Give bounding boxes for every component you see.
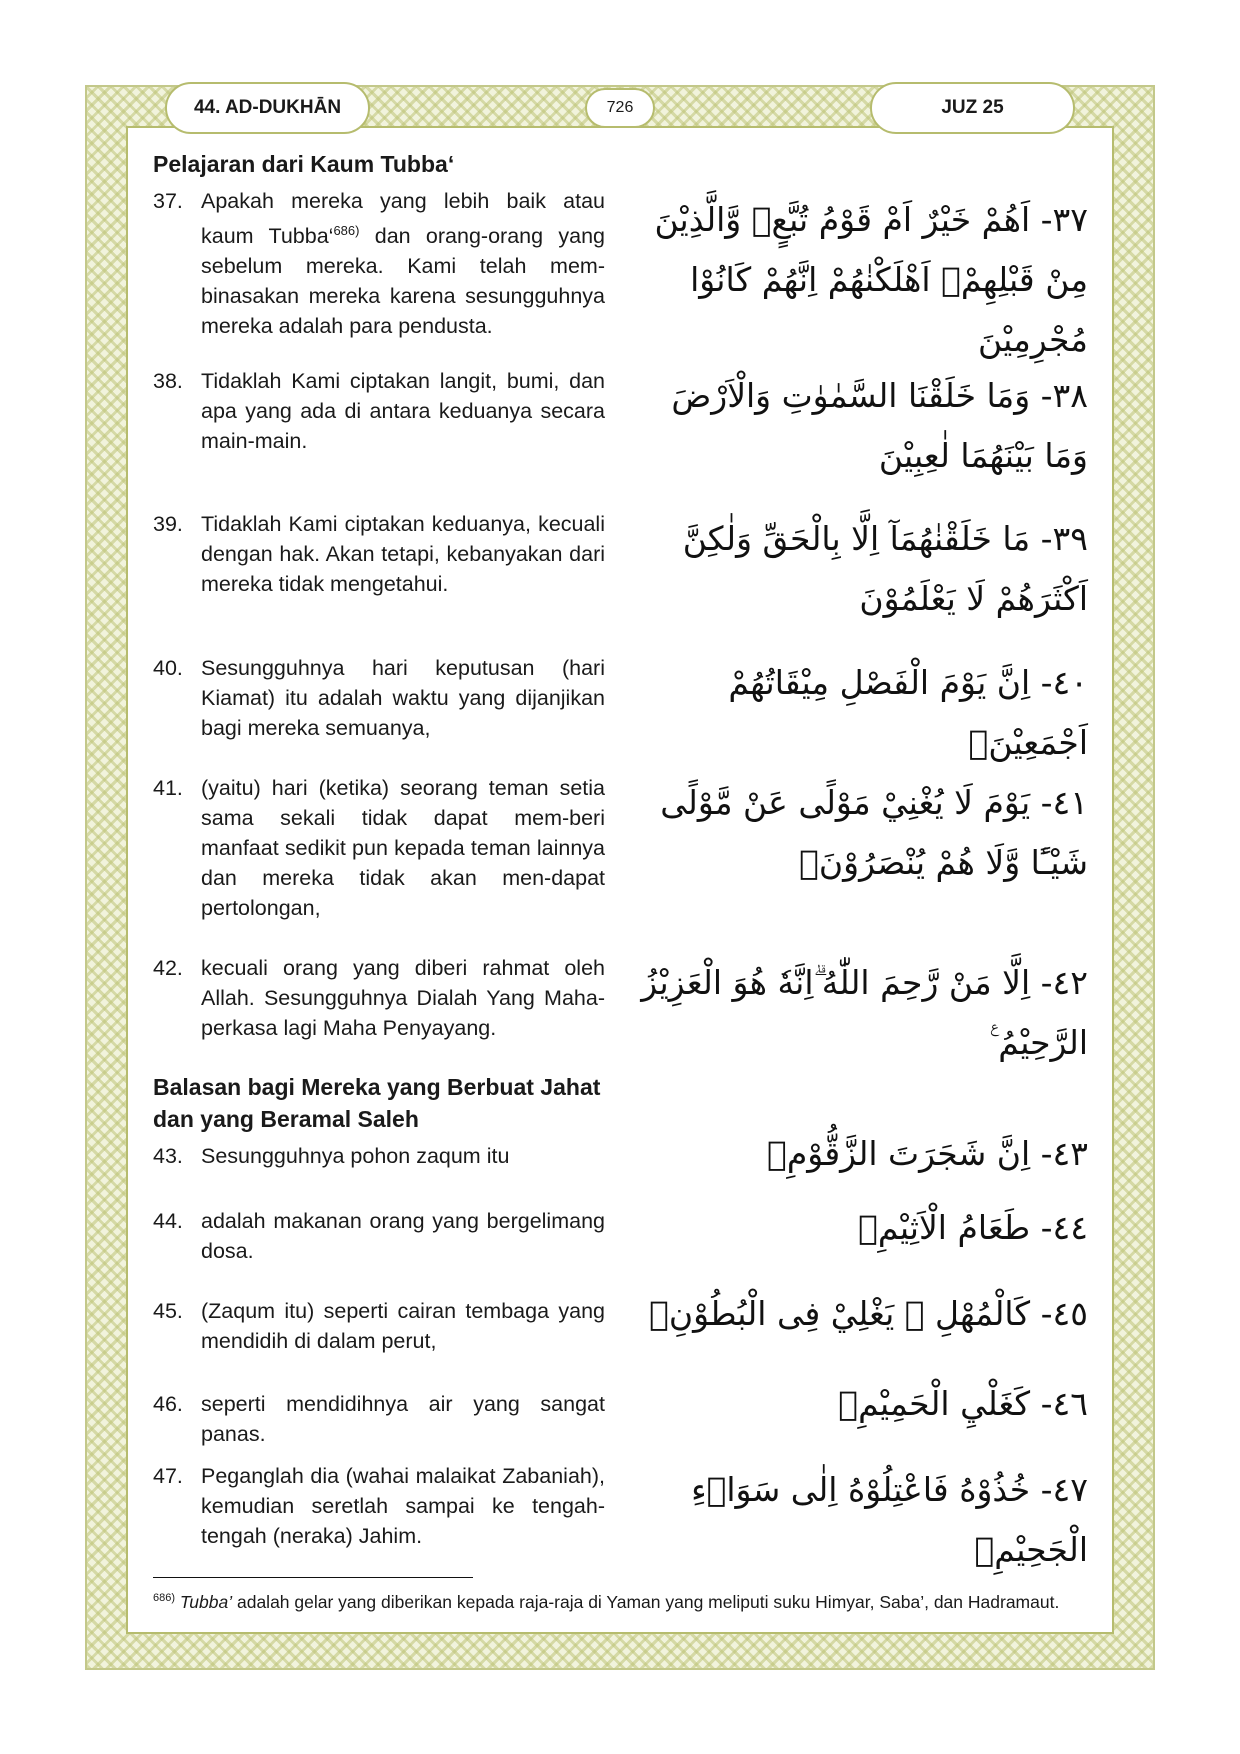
verse-number: 47. xyxy=(153,1464,183,1488)
verse-number: 43. xyxy=(153,1144,183,1168)
verse-translation: (Zaqum itu) seperti cairan tembaga yang mendidih di dalam perut, xyxy=(201,1299,605,1353)
footnote-ref: 686) xyxy=(333,223,360,238)
arabic-verse: ٤٢- اِلَّا مَنْ رَّحِمَ اللّٰهُ ۗاِنَّهٗ هُوَ الْعَزِيْزُ الرَّحِيْمُ ࣖ xyxy=(641,963,1088,1062)
arabic-verse: ٤٤- طَعَامُ الْاَثِيْمِۛ xyxy=(858,1208,1088,1247)
verse-translation: (yaitu) hari (ketika) seorang teman setia sama sekali tidak dapat mem-beri manfaat sedikit pun kepada teman lainnya dan mereka tidak akan men-dapat pertolongan, xyxy=(201,776,605,920)
arabic-verse: ٤٦- كَغَلْيِ الْحَمِيْمِۗ xyxy=(838,1384,1088,1423)
section-heading: Pelajaran dari Kaum Tubba‘ xyxy=(153,151,455,177)
page-number: 726 xyxy=(585,88,655,128)
verse-translation: Tidaklah Kami ciptakan langit, bumi, dan apa yang ada di antara keduanya secara main-main. xyxy=(201,369,605,453)
verse-translation: Apakah mereka yang lebih baik atau kaum Tubba‘$^{686)}$ dan orang-orang yang sebelum mereka. Kami telah mem-binasakan mereka karena sesungguhnya mereka adalah para pendusta. xyxy=(201,189,605,339)
verse-number: 38. xyxy=(153,369,183,393)
verse-translation: seperti mendidihnya air yang sangat panas. xyxy=(201,1392,605,1446)
verse-number: 37. xyxy=(153,189,183,213)
verse-number: 42. xyxy=(153,956,183,980)
arabic-verse: ٤٧- خُذُوْهُ فَاعْتِلُوْهُ اِلٰى سَوَاۤءِ الْجَحِيْمِۙ xyxy=(691,1470,1088,1569)
arabic-verse: ٣٩- مَا خَلَقْنٰهُمَآ اِلَّا بِالْحَقِّ وَلٰكِنَّ اَكْثَرَهُمْ لَا يَعْلَمُوْنَ xyxy=(682,519,1088,618)
verse-number: 41. xyxy=(153,776,183,800)
arabic-verse: ٤٣- اِنَّ شَجَرَتَ الزَّقُّوْمِۙ xyxy=(767,1134,1088,1173)
verse-translation: Peganglah dia (wahai malaikat Zabaniah), kemudian seretlah sampai ke tengah-tengah (neraka) Jahim. xyxy=(201,1464,605,1548)
arabic-verse: ٤٥- كَالْمُهْلِ ۛ يَغْلِيْ فِى الْبُطُوْنِۙ xyxy=(649,1294,1088,1333)
verse-translation: Tidaklah Kami ciptakan keduanya, kecuali dengan hak. Akan tetapi, kebanyakan dari mereka tidak mengetahui. xyxy=(201,512,605,596)
footnote: $^{686)}$ Tubba’ adalah gelar yang diberikan kepada raja-raja di Yaman yang meliputi suku Himyar, Saba’, dan Hadramaut. xyxy=(153,1591,1060,1612)
verse-number: 46. xyxy=(153,1392,183,1416)
verse-number: 44. xyxy=(153,1209,183,1233)
verse-translation: Sesungguhnya hari keputusan (hari Kiamat) itu adalah waktu yang dijanjikan bagi mereka semuanya, xyxy=(201,656,605,740)
verse-number: 39. xyxy=(153,512,183,536)
verse-number: 45. xyxy=(153,1299,183,1323)
arabic-verse: ٣٨- وَمَا خَلَقْنَا السَّمٰوٰتِ وَالْاَرْضَ وَمَا بَيْنَهُمَا لٰعِبِيْنَ xyxy=(671,376,1088,475)
verse-translation: kecuali orang yang diberi rahmat oleh Allah. Sesungguhnya Dialah Yang Maha-perkasa lagi Maha Penyayang. xyxy=(201,956,605,1040)
juz-label: JUZ 25 xyxy=(870,82,1075,134)
verse-translation: Sesungguhnya pohon zaqum itu xyxy=(201,1144,510,1168)
arabic-verse: ٤١- يَوْمَ لَا يُغْنِيْ مَوْلًى عَنْ مَّوْلًى شَيْـًٔا وَّلَا هُمْ يُنْصَرُوْنَۙ xyxy=(660,783,1088,882)
verse-number: 40. xyxy=(153,656,183,680)
arabic-verse: ٤٠- اِنَّ يَوْمَ الْفَصْلِ مِيْقَاتُهُمْ اَجْمَعِيْنَۙ xyxy=(728,663,1088,762)
surah-title: 44. AD-DUKHĀN xyxy=(165,82,370,134)
footnote-divider xyxy=(153,1577,473,1578)
verse-translation: adalah makanan orang yang bergelimang dosa. xyxy=(201,1209,605,1263)
section-heading: Balasan bagi Mereka yang Berbuat Jahat dan yang Beramal Saleh xyxy=(153,1074,601,1132)
arabic-verse: ٣٧- اَهُمْ خَيْرٌ اَمْ قَوْمُ تُبَّعٍۙ وَّالَّذِيْنَ مِنْ قَبْلِهِمْۗ اَهْلَكْنٰهُمْ اِنَّهُمْ كَانُوْا مُجْرِمِيْنَ xyxy=(654,200,1088,359)
